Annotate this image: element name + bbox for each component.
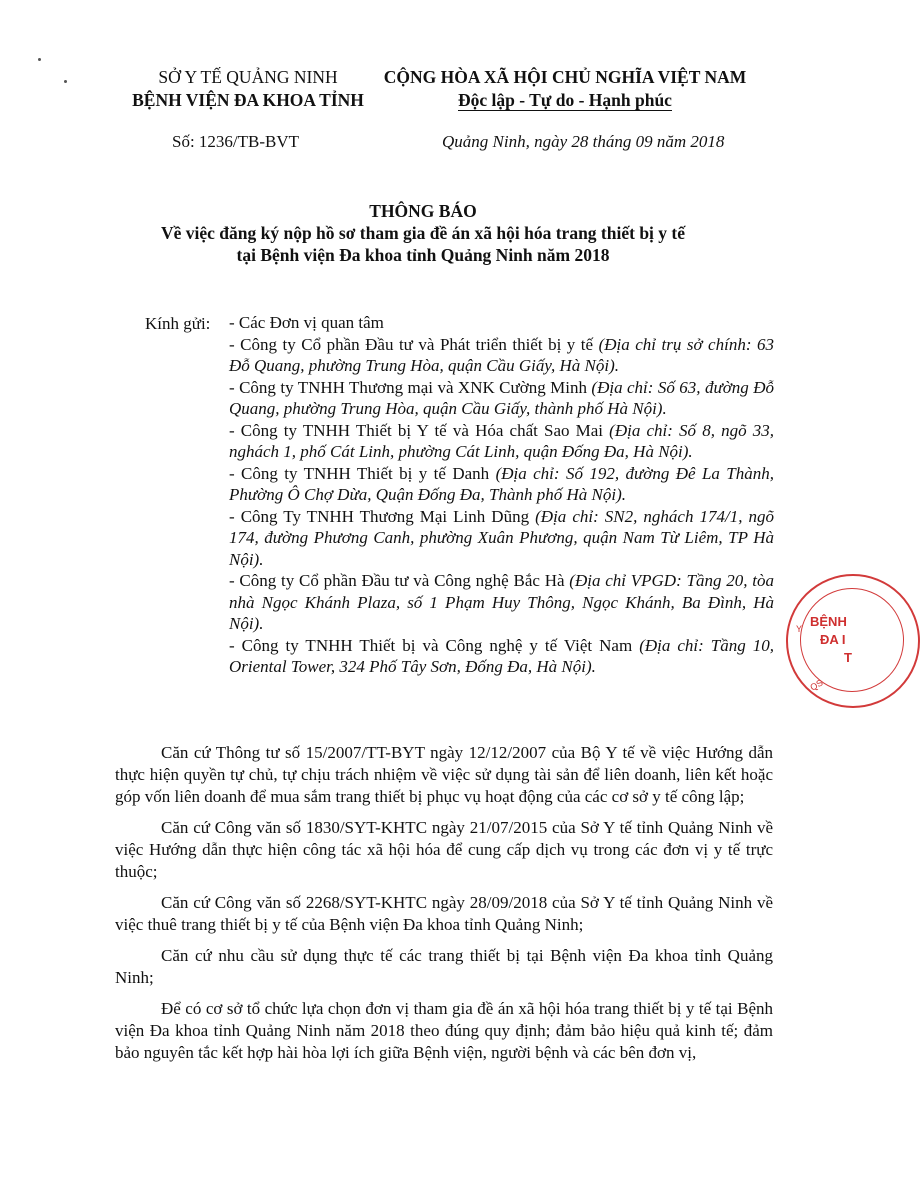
- title-subject-line-1: Về việc đăng ký nộp hồ sơ tham gia đề án xã hội hóa trang thiết bị y tế: [160, 223, 686, 243]
- recipients-label: Kính gửi:: [145, 314, 211, 333]
- issuer-header: [118, 66, 378, 112]
- national-header: [360, 66, 770, 112]
- seal-bottom-text: QS: [808, 677, 825, 693]
- seal-text-line-3: T: [844, 650, 852, 665]
- document-number: Số: 1236/TB-BVT: [172, 132, 300, 151]
- document-body: [115, 742, 773, 1073]
- seal-side-text: Y: [796, 624, 803, 634]
- title-subject-line-2: tại Bệnh viện Đa khoa tỉnh Quảng Ninh năm 2018: [236, 245, 610, 265]
- issuer-department: SỞ Y TẾ QUẢNG NINH: [158, 67, 338, 87]
- recipient-item: - Công ty TNHH Thiết bị y tế Danh (Địa chỉ: Số 192, đường Đê La Thành, Phường Ô Chợ Dừa, Quận Đống Đa, Thành phố Hà Nội).: [229, 463, 775, 504]
- recipient-item: - Công Ty TNHH Thương Mại Linh Dũng (Địa chỉ: SN2, nghách 174/1, ngõ 174, đường Phương Canh, phường Xuân Phương, quận Nam Từ Liêm, TP Hà Nội).: [229, 506, 774, 569]
- seal-inner-ring: [800, 588, 904, 692]
- scan-speck: [38, 58, 41, 61]
- recipient-item: - Công ty TNHH Thương mại và XNK Cường Minh (Địa chỉ: Số 63, đường Đỗ Quang, phường Trung Hòa, quận Cầu Giấy, thành phố Hà Nội).: [229, 377, 774, 418]
- document-date: Quảng Ninh, ngày 28 tháng 09 năm 2018: [442, 132, 725, 151]
- body-paragraph: Căn cứ Công văn số 2268/SYT-KHTC ngày 28/09/2018 của Sở Y tế tỉnh Quảng Ninh về việc thuê trang thiết bị y tế của Bệnh viện Đa khoa tỉnh Quảng Ninh;: [115, 893, 773, 934]
- national-motto: Độc lập - Tự do - Hạnh phúc: [458, 90, 672, 110]
- body-paragraph: Căn cứ nhu cầu sử dụng thực tế các trang thiết bị tại Bệnh viện Đa khoa tỉnh Quảng Ninh;: [115, 946, 773, 987]
- seal-text-line-2: ĐA I: [820, 632, 846, 647]
- recipient-list: [229, 312, 774, 678]
- red-seal-stamp: [786, 574, 920, 708]
- recipient-item: - Công ty Cổ phần Đầu tư và Công nghệ Bắc Hà (Địa chỉ VPGD: Tầng 20, tòa nhà Ngọc Khánh Plaza, số 1 Phạm Huy Thông, Ngọc Khánh, Ba Đình, Hà Nội).: [229, 571, 774, 633]
- recipient-item: - Các Đơn vị quan tâm: [229, 313, 384, 332]
- recipient-item: - Công ty TNHH Thiết bị Y tế và Hóa chất Sao Mai (Địa chỉ: Số 8, ngõ 33, nghách 1, phố Cát Linh, phường Cát Linh, quận Đống Đa, Hà Nội).: [229, 420, 774, 461]
- body-paragraph: Căn cứ Thông tư số 15/2007/TT-BYT ngày 12/12/2007 của Bộ Y tế về việc Hướng dẫn thực hiện quyền tự chủ, tự chịu trách nhiệm về việc sử dụng tài sản để liên doanh, liên kết hoặc góp vốn liên doanh để mua sắm trang thiết bị phục vụ hoạt động của các cơ sở y tế công lập;: [115, 743, 773, 806]
- seal-text-line-1: BỆNH: [810, 614, 847, 629]
- title-main: THÔNG BÁO: [369, 201, 477, 221]
- recipient-item: - Công ty TNHH Thiết bị và Công nghệ y tế Việt Nam (Địa chỉ: Tầng 10, Oriental Tower, 324 Phố Tây Sơn, Đống Đa, Hà Nội).: [229, 635, 775, 676]
- recipient-item: - Công ty Cổ phần Đầu tư và Phát triển thiết bị y tế (Địa chỉ trụ sở chính: 63 Đỗ Quang, phường Trung Hòa, quận Cầu Giấy, Hà Nội).: [229, 334, 774, 375]
- body-paragraph: Để có cơ sở tổ chức lựa chọn đơn vị tham gia đề án xã hội hóa trang thiết bị y tế tại Bệnh viện Đa khoa tỉnh Quảng Ninh năm 2018 theo đúng quy định; đảm bảo hiệu quả kinh tế; đảm bảo nguyên tắc kết hợp hài hòa lợi ích giữa Bệnh viện, người bệnh và các bên đơn vị,: [115, 999, 773, 1062]
- document-title: [100, 200, 746, 266]
- national-title: CỘNG HÒA XÃ HỘI CHỦ NGHĨA VIỆT NAM: [383, 67, 747, 87]
- scan-speck: [64, 80, 67, 83]
- issuer-hospital: BỆNH VIỆN ĐA KHOA TỈNH: [132, 90, 364, 110]
- body-paragraph: Căn cứ Công văn số 1830/SYT-KHTC ngày 21/07/2015 của Sở Y tế tỉnh Quảng Ninh về việc Hướng dẫn thực hiện công tác xã hội hóa để cung cấp dịch vụ trong các đơn vị y tế trực thuộc;: [115, 818, 773, 881]
